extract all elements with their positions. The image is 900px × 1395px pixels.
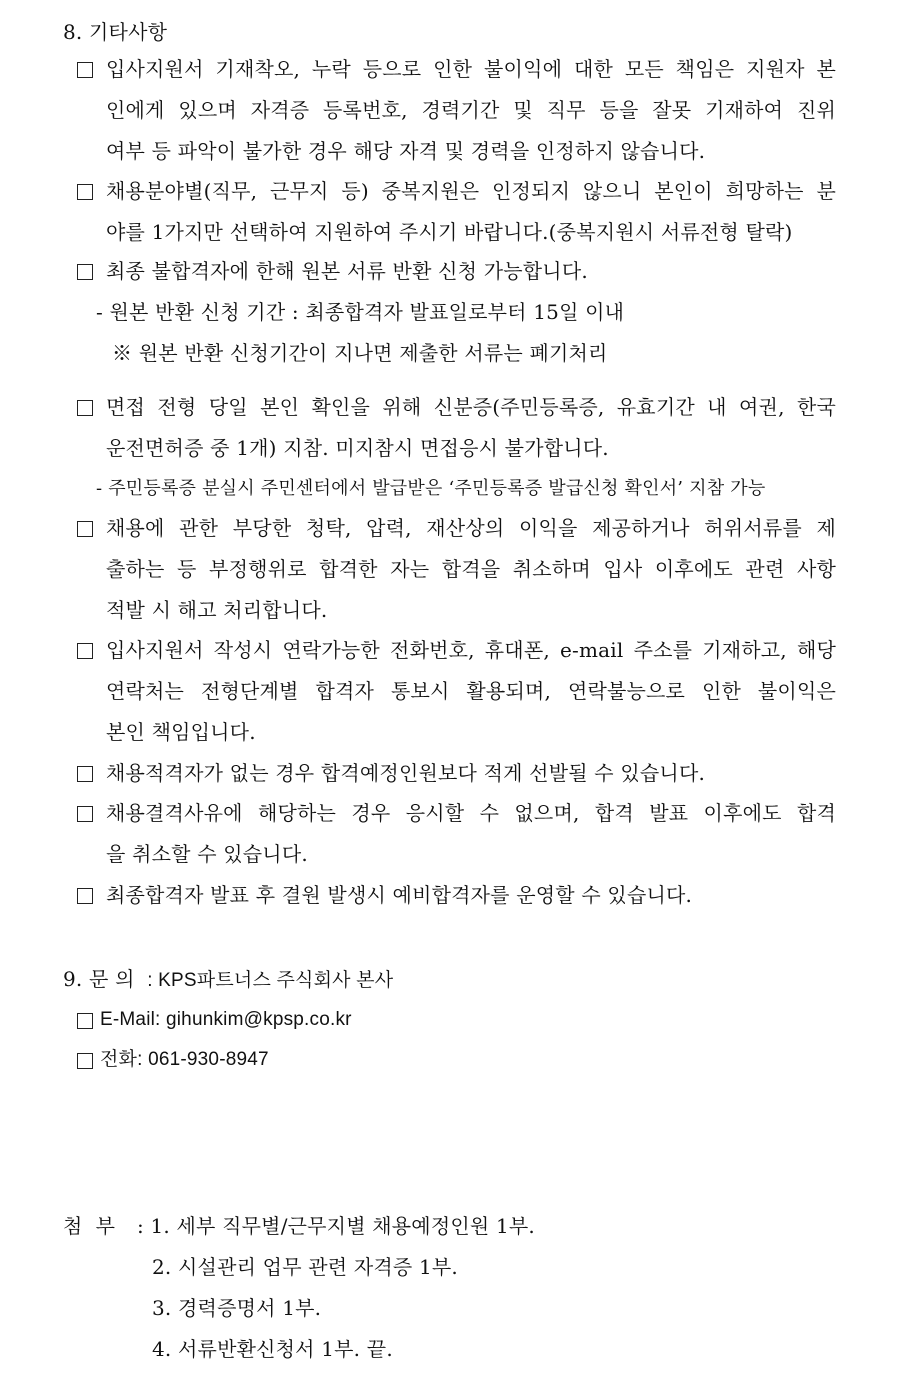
item-8-line-1: 채용결격사유에 해당하는 경우 응시할 수 없으며, 합격 발표 이후에도 합격 [106,801,836,825]
checkbox-icon [77,521,93,537]
item-3-line-1: 최종 불합격자에 한해 원본 서류 반환 신청 가능합니다. [106,259,588,283]
return-period-note: - 원본 반환 신청 기간 : 최종합격자 발표일로부터 15일 이내 [96,300,625,324]
item-1-line-2: 인에게 있으며 자격증 등록번호, 경력기간 및 직무 등을 잘못 기재하여 진위 [106,98,836,122]
item-1-line-3: 여부 등 파악이 불가한 경우 해당 자격 및 경력을 인정하지 않습니다. [106,139,706,163]
item-6-line-1: 입사지원서 작성시 연락가능한 전화번호, 휴대폰, e-mail 주소를 기재하고, 해당 [106,638,836,662]
checkbox-icon [77,400,93,416]
attachment-item-3: 3. 경력증명서 1부. [152,1296,322,1320]
return-disposal-note: ※ 원본 반환 신청기간이 지나면 제출한 서류는 폐기처리 [112,341,608,365]
item-7-line-1: 채용적격자가 없는 경우 합격예정인원보다 적게 선발될 수 있습니다. [106,761,706,785]
item-5-line-1: 채용에 관한 부당한 청탁, 압력, 재산상의 이익을 제공하거나 허위서류를 제 [106,516,836,540]
checkbox-icon [77,806,93,822]
section-8-heading: 8. 기타사항 [63,20,168,44]
item-1-line-1: 입사지원서 기재착오, 누락 등으로 인한 불이익에 대한 모든 책임은 지원자 본 [106,57,836,81]
contact-organization: : KPS파트너스 주식회사 본사 [147,970,394,991]
attachment-item-2: 2. 시설관리 업무 관련 자격증 1부. [152,1255,458,1279]
item-8-line-2: 을 취소할 수 있습니다. [106,842,308,866]
item-5-line-2: 출하는 등 부정행위로 합격한 자는 합격을 취소하며 입사 이후에도 관련 사항 [106,557,836,581]
item-4-line-2: 운전면허증 중 1개) 지참. 미지참시 면접응시 불가합니다. [106,436,609,460]
checkbox-icon [77,184,93,200]
checkbox-icon [77,62,93,78]
item-5-line-3: 적발 시 해고 처리합니다. [106,598,328,622]
checkbox-icon [77,1013,93,1029]
item-9-line-1: 최종합격자 발표 후 결원 발생시 예비합격자를 운영할 수 있습니다. [106,883,693,907]
attachments-label: 첨 부 [63,1214,116,1238]
checkbox-icon [77,1053,93,1069]
checkbox-icon [77,766,93,782]
item-6-line-2: 연락처는 전형단계별 합격자 통보시 활용되며, 연락불능으로 인한 불이익은 [106,679,836,703]
contact-email: E-Mail: gihunkim@kpsp.co.kr [100,1009,352,1030]
attachment-item-1: : 1. 세부 직무별/근무지별 채용예정인원 1부. [137,1214,535,1238]
item-2-line-2: 야를 1가지만 선택하여 지원하여 주시기 바랍니다.(중복지원시 서류전형 탈락) [106,220,793,244]
section-9-heading: 9. 문 의 [63,967,135,991]
checkbox-icon [77,264,93,280]
checkbox-icon [77,888,93,904]
id-card-note: - 주민등록증 분실시 주민센터에서 발급받은 ‘주민등록증 발급신청 확인서’ 지참 가능 [96,478,766,499]
item-6-line-3: 본인 책임입니다. [106,720,256,744]
attachment-item-4: 4. 서류반환신청서 1부. 끝. [152,1337,393,1361]
item-4-line-1: 면접 전형 당일 본인 확인을 위해 신분증(주민등록증, 유효기간 내 여권, 한국 [106,395,836,419]
contact-block [63,965,393,995]
checkbox-icon [77,643,93,659]
item-2-line-1: 채용분야별(직무, 근무지 등) 중복지원은 인정되지 않으니 본인이 희망하는 분 [106,179,836,203]
contact-phone: 전화: 061-930-8947 [100,1049,269,1070]
